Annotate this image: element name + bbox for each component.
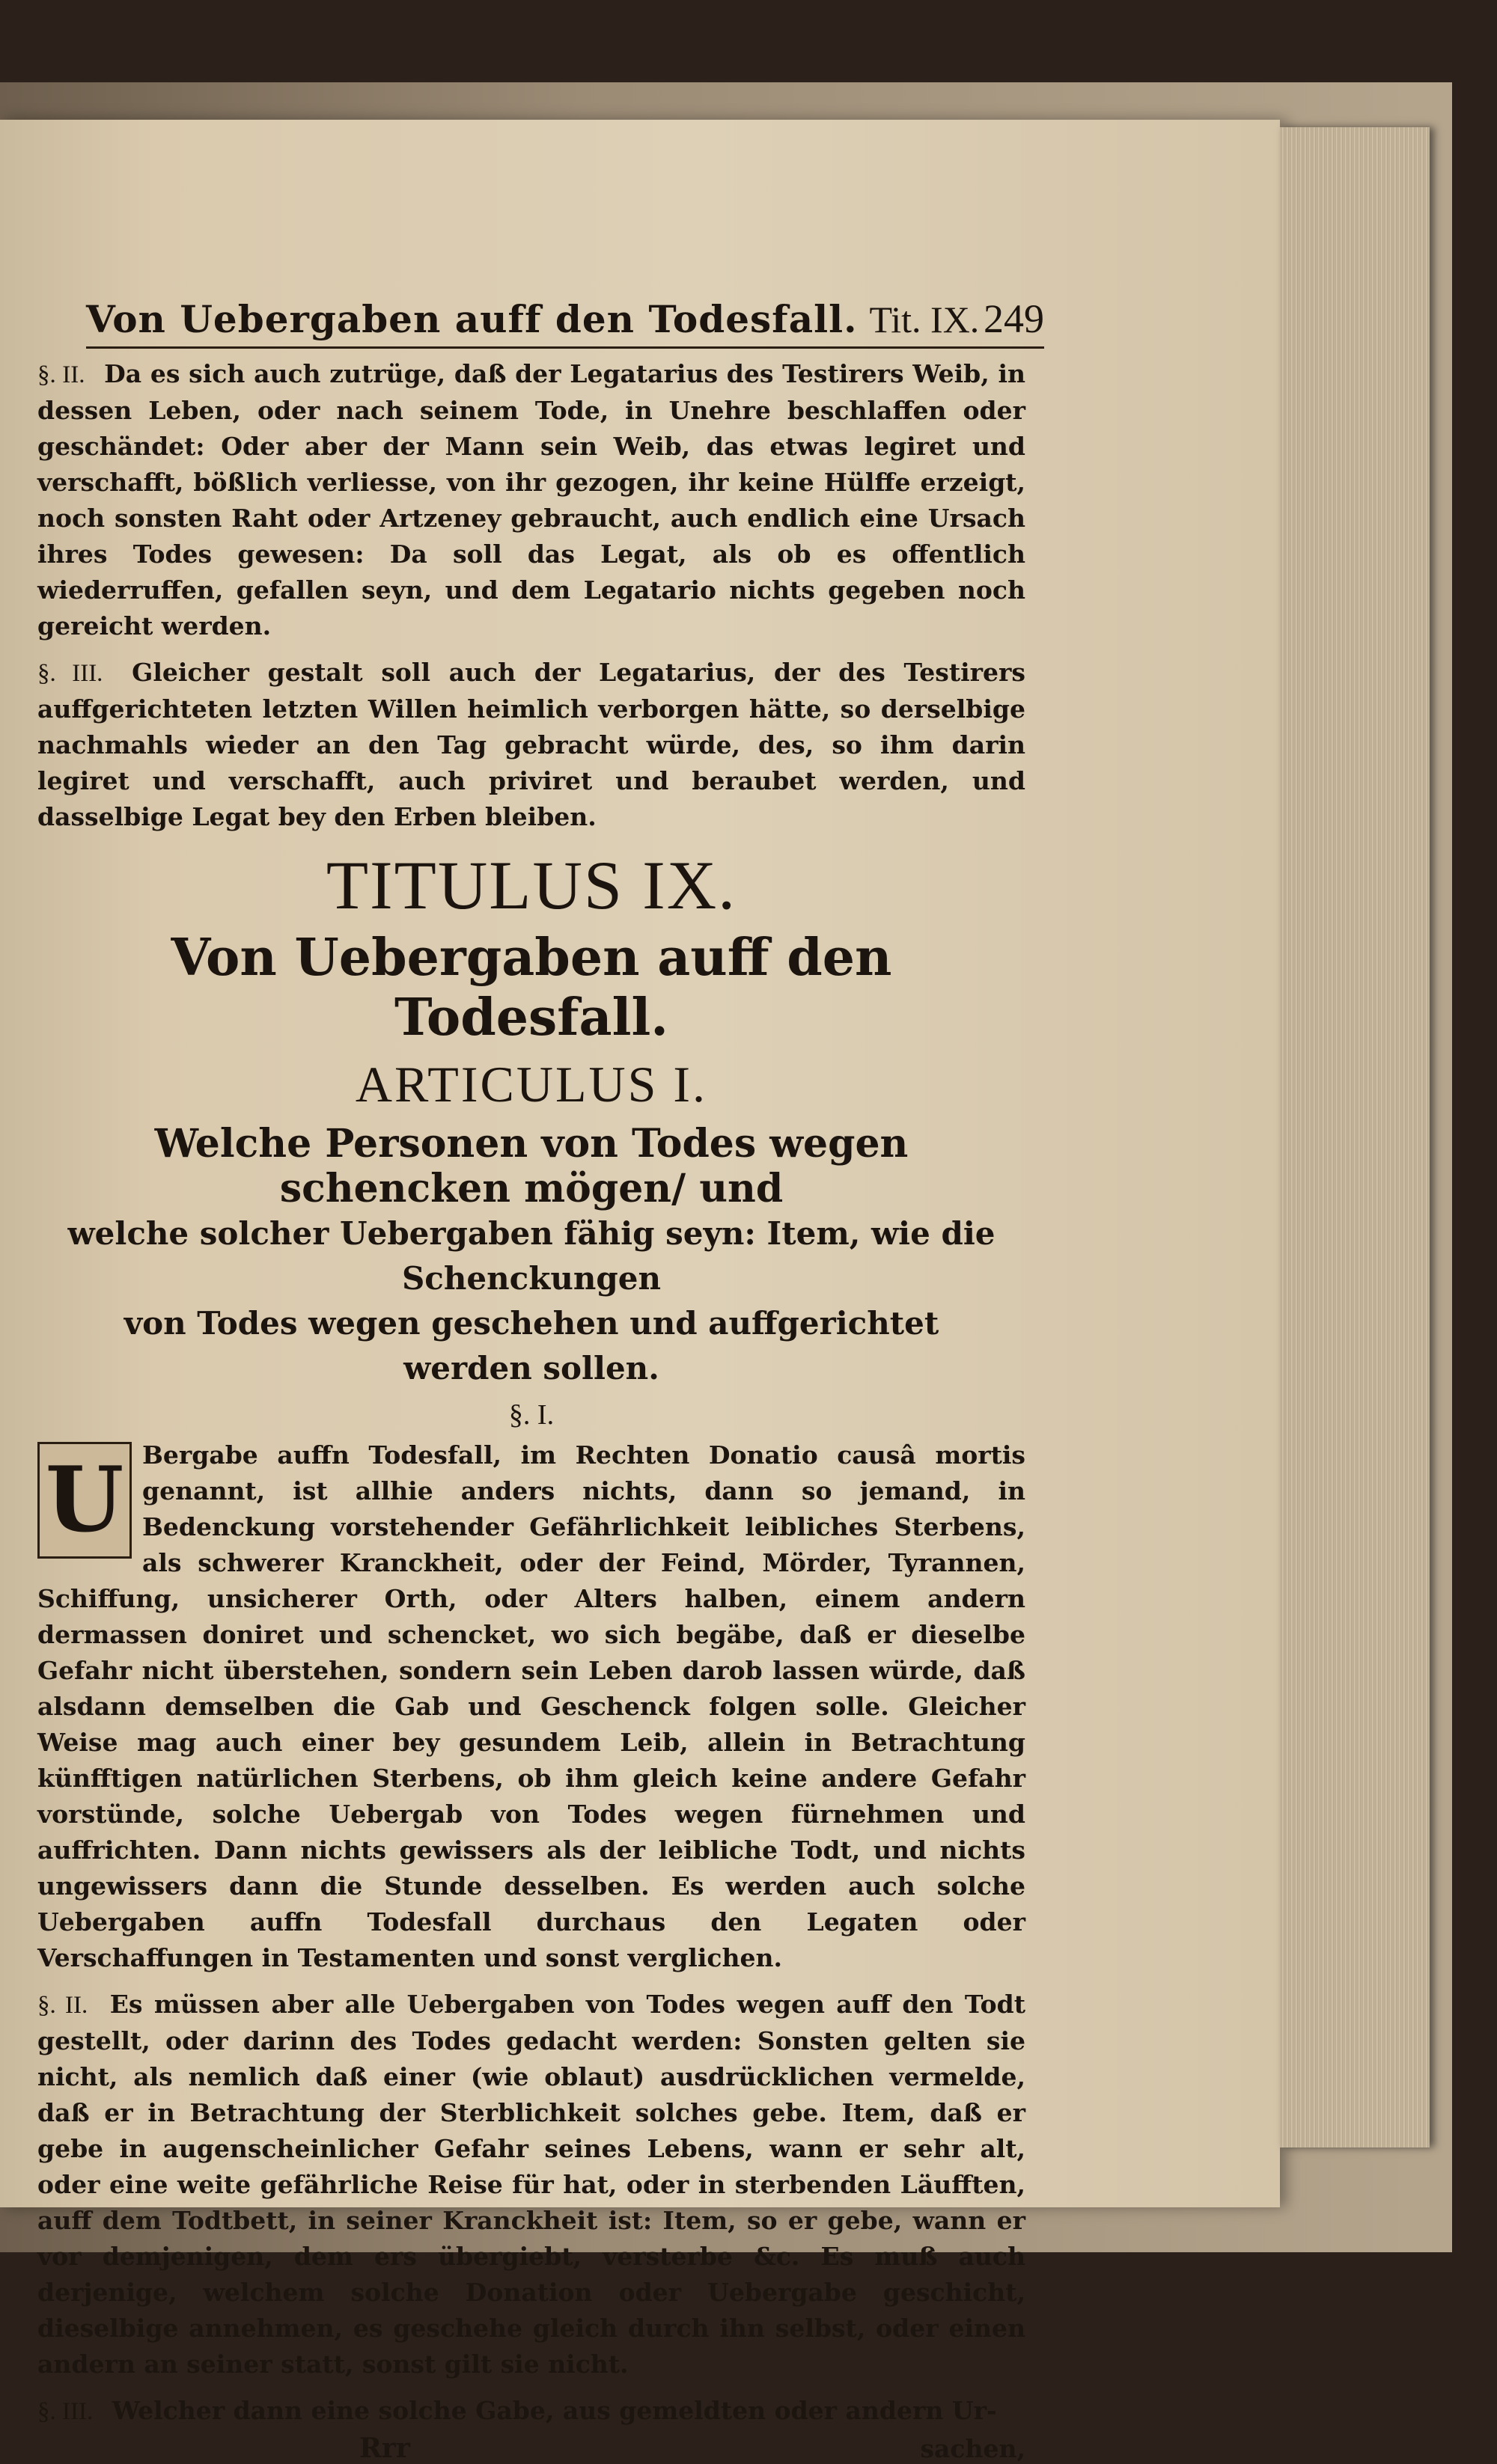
paragraph-section-3 (37, 655, 1025, 835)
paragraph-section-1 (37, 1437, 1025, 1976)
page-number: 249 (984, 296, 1044, 341)
running-title: Von Uebergaben auff den Todesfall. (86, 297, 858, 341)
catchword: sachen, (920, 2434, 1025, 2463)
page-footer (37, 2433, 1025, 2464)
main-title: Von Uebergaben auff den Todesfall. (171, 928, 892, 1048)
section-mark: §. III. (37, 660, 103, 687)
paragraph-text: Da es sich auch zutrüge, daß der Legatarius des Testirers Weib, in dessen Leben, oder nach seinem Tode, in Unehre beschlaffen oder geschändet: Oder aber der Mann sein Weib, das etwas legiret und verschafft, bößlich verliesse, von ihr gezogen, ihr keine Hülffe erzeigt, noch sonsten Raht oder Artzeney gebraucht, auch endlich eine Ursach ihres Todes gewesen: Da soll das Legat, als ob es offentlich wiederruffen, gefallen seyn, und dem Legatario nichts gegeben noch gereicht werden. (37, 359, 1025, 641)
article-heading (37, 1122, 1025, 1391)
paragraph-text: Bergabe auffn Todesfall, im Rechten Donatio causâ mortis genannt, ist allhie anders nichts, dann so jemand, in Bedenckung vorstehender Gefährlichkeit leibliches Sterbens, als schwerer Kranckheit, oder der Feind, Mörder, Tyrannen, Schiffung, unsicherer Orth, oder Alters halben, einem andern dermassen doniret und schencket, wo sich begäbe, daß er dieselbe Gefahr nicht überstehen, sondern sein Leben darob lassen würde, daß alsdann demselben die Gab und Geschenck folgen solle. Gleicher Weise mag auch einer bey gesundem Leib, allein in Betrachtung künfftigen natürlichen Sterbens, ob ihm gleich keine andere Gefahr vorstünde, solche Uebergab von Todes wegen fürnehmen und auffrichten. Dann nichts gewissers als der leibliche Todt, und nichts ungewissers dann die Stunde desselben. Es werden auch solche Uebergaben auffn Todesfall durchaus den Legaten oder Verschaffungen in Testamenten und sonst verglichen. (37, 1440, 1025, 1972)
paragraph-text: Welcher dann eine solche Gabe, aus gemeldten oder andern Ur- (112, 2396, 997, 2425)
page-edges (1280, 127, 1430, 2147)
title-number: Tit. IX. (869, 299, 980, 340)
paragraph-text: Es müssen aber alle Uebergaben von Todes wegen auff den Todt gestellt, oder darinn des Todes gedacht werden: Sonsten gelten sie nicht, als nemlich daß einer (wie oblaut) ausdrücklichen vermelde, daß er in Betrachtung der Sterblichkeit solches gebe. Item, daß er gebe in augenscheinlicher Gefahr seines Lebens, wann er sehr alt, oder eine weite gefährliche Reise für hat, oder in sterbenden Läufften, auff dem Todtbett, in seiner Kranckheit ist: Item, so er gebe, wann er vor demjenigen, dem ers übergiebt, versterbe &c. Es muß auch derjenige, welchem solche Donation oder Uebergabe geschicht, dieselbige annehmen, es geschehe gleich durch ihn selbst, oder einen andern an seiner statt, sonst gilt sie nicht. (37, 1990, 1025, 2379)
paragraph-article-section-3 (37, 2393, 1025, 2430)
text-block (37, 296, 1044, 2464)
section-mark: §. III. (37, 2398, 94, 2425)
section-mark: §. II. (37, 361, 85, 388)
article-heading-line: von Todes wegen geschehen und auffgerichtet (124, 1305, 939, 1342)
running-header (86, 296, 1044, 349)
paragraph-text: Gleicher gestalt soll auch der Legatarius, der des Testirers auffgerichteten letzten Willen heimlich verborgen hätte, so derselbige nachmahls wieder an den Tag gebracht würde, des, so ihm darin legiret und verschafft, auch priviret und beraubet werden, und dasselbige Legat bey den Erben bleiben. (37, 658, 1025, 831)
paragraph-article-section-2 (37, 1987, 1025, 2382)
decorated-initial: U (37, 1442, 132, 1559)
article-heading-line: welche solcher Uebergaben fähig seyn: Item, wie die Schenckungen (67, 1215, 996, 1297)
articulus-heading: ARTICULUS I. (355, 1056, 708, 1113)
signature-mark: Rrr (359, 2433, 410, 2464)
paragraph-section-2 (37, 356, 1025, 644)
titulus-heading: TITULUS IX. (326, 847, 737, 923)
section-mark: §. II. (37, 1992, 88, 2019)
article-heading-line: Welche Personen von Todes wegen schencken mögen/ und (154, 1121, 909, 1211)
section-mark-center: §. I. (508, 1399, 555, 1431)
article-heading-line: werden sollen. (403, 1350, 659, 1387)
